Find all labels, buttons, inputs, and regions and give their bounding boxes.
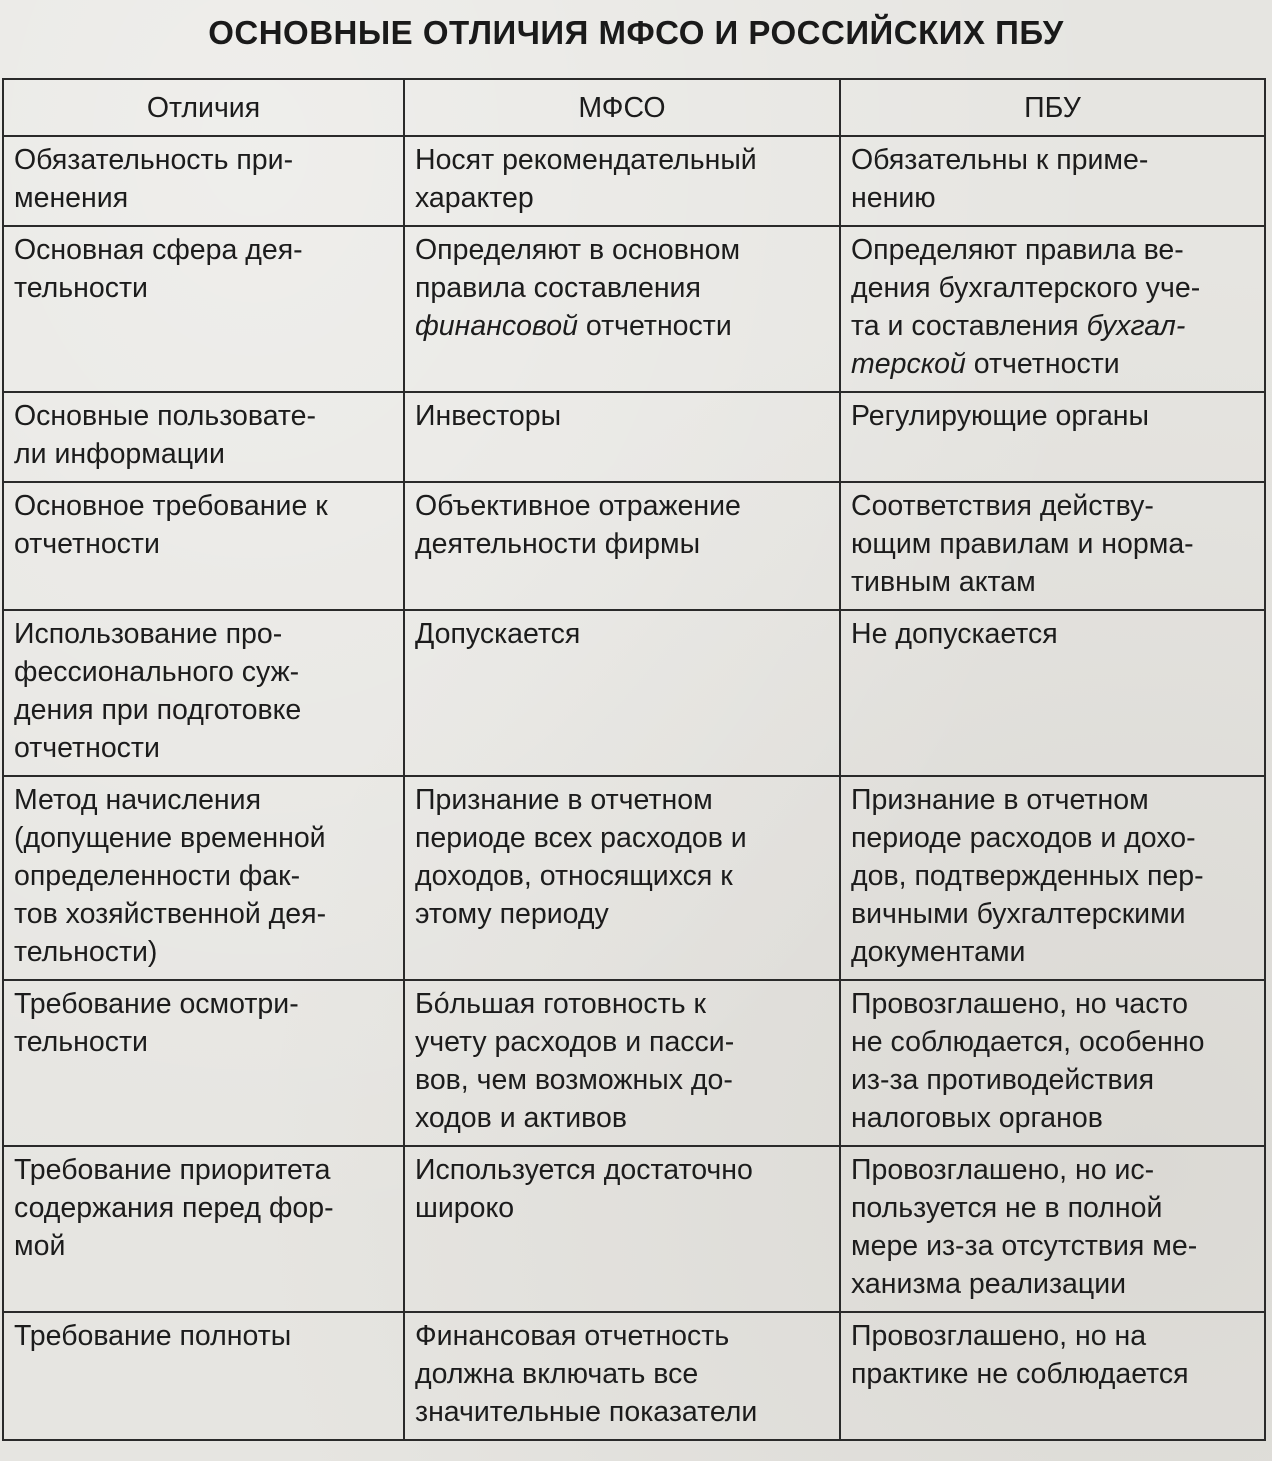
cell-mfso: Допускается (404, 610, 840, 776)
cell-mfso: Носят рекомендательный характер (404, 136, 840, 226)
emphasis-text: бухгал- терской (851, 310, 1186, 380)
column-header-differences: Отличия (3, 79, 404, 136)
table-row (3, 980, 1265, 1146)
cell-mfso: Определяют в основном правила составления финансовой отчетности (404, 226, 840, 392)
cell-mfso: Инвесторы (404, 392, 840, 482)
cell-mfso: Используется достаточно широко (404, 1146, 840, 1312)
table-row (3, 1312, 1265, 1440)
table-row (3, 226, 1265, 392)
cell-pbu: Провозглашено, но ис- пользуется не в полной мере из-за отсутствия ме- ханизма реализации (840, 1146, 1265, 1312)
cell-difference: Метод начисления (допущение временной определенности фак- тов хозяйственной дея- тельности) (3, 776, 404, 980)
table-row (3, 610, 1265, 776)
cell-pbu: Соответствия действу- ющим правилам и норма- тивным актам (840, 482, 1265, 610)
cell-pbu: Регулирующие органы (840, 392, 1265, 482)
cell-pbu: Определяют правила ве- дения бухгалтерского уче- та и составления бухгал- терской отчетности (840, 226, 1265, 392)
cell-pbu: Провозглашено, но часто не соблюдается, особенно из-за противодействия налоговых органов (840, 980, 1265, 1146)
cell-mfso: Финансовая отчетность должна включать все значительные показатели (404, 1312, 840, 1440)
cell-mfso: Признание в отчетном периоде всех расходов и доходов, относящихся к этому периоду (404, 776, 840, 980)
table-row (3, 136, 1265, 226)
cell-difference: Требование приоритета содержания перед фор- мой (3, 1146, 404, 1312)
cell-pbu: Признание в отчетном периоде расходов и дохо- дов, подтвержденных пер- вичными бухгалтерскими документами (840, 776, 1265, 980)
cell-mfso: Бóльшая готовность к учету расходов и пасси- вов, чем возможных до- ходов и активов (404, 980, 840, 1146)
cell-difference: Использование про- фессионального суж- дения при подготовке отчетности (3, 610, 404, 776)
column-header-mfso: МФСО (404, 79, 840, 136)
cell-pbu: Не допускается (840, 610, 1265, 776)
cell-difference: Основная сфера дея- тельности (3, 226, 404, 392)
cell-mfso: Объективное отражение деятельности фирмы (404, 482, 840, 610)
emphasis-text: финансовой (415, 310, 578, 342)
cell-difference: Основные пользовате- ли информации (3, 392, 404, 482)
cell-difference: Обязательность при- менения (3, 136, 404, 226)
cell-pbu: Обязательны к приме- нению (840, 136, 1265, 226)
table-header-row (3, 79, 1265, 136)
table-row (3, 1146, 1265, 1312)
document-title: ОСНОВНЫЕ ОТЛИЧИЯ МФСО И РОССИЙСКИХ ПБУ (208, 14, 1064, 51)
table-row (3, 482, 1265, 610)
table-row (3, 392, 1265, 482)
column-header-pbu: ПБУ (840, 79, 1265, 136)
table-row (3, 776, 1265, 980)
comparison-table (2, 78, 1266, 1441)
cell-difference: Требование осмотри- тельности (3, 980, 404, 1146)
cell-pbu: Провозглашено, но на практике не соблюдается (840, 1312, 1265, 1440)
cell-difference: Требование полноты (3, 1312, 404, 1440)
cell-difference: Основное требование к отчетности (3, 482, 404, 610)
